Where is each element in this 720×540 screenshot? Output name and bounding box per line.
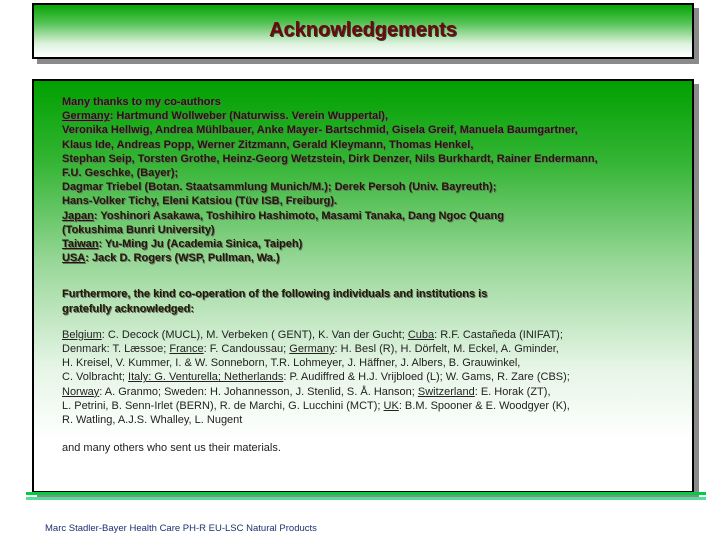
norway-label: Norway: [62, 385, 100, 398]
france-label: France: [169, 343, 204, 356]
coauthors-heading: Many thanks to my co-authors: [62, 96, 221, 108]
germany-text-1: : Hartmund Wollweber (Naturwiss. Verein Wuppertal),: [109, 110, 389, 123]
germany-label: Germany: [62, 110, 110, 123]
italy-netherlands-label: Italy: G. Venturella; Netherlands: [128, 371, 284, 384]
coop-line-6: [62, 399, 682, 413]
usa-label: USA: [62, 252, 86, 265]
taiwan-text: : Yu-Ming Ju (Academia Sinica, Taipeh): [98, 238, 303, 251]
coauthors-section: [62, 95, 682, 316]
switzerland-text: : E. Horak (ZT),: [474, 385, 551, 398]
cooperation-line-2: gratefully acknowledged:: [62, 302, 195, 315]
cooperation-list: [62, 328, 682, 456]
japan-text: : Yoshinori Asakawa, Toshihiro Hashimoto, Masami Tanaka, Dang Ngoc Quang: [93, 209, 504, 222]
title-banner: [32, 3, 694, 59]
japan-line: [62, 209, 682, 223]
netherlands-text: : P. Audiffred & H.J. Vrijbloed (L); W. Gams, R. Zare (CBS);: [283, 371, 570, 384]
norway-text: : A. Granmo; Sweden: H. Johannesson, J. Stenlid, S. Å. Hanson;: [99, 385, 418, 398]
belgium-text: : C. Decock (MUCL), M. Verbeken ( GENT), K. Van der Gucht;: [101, 328, 408, 341]
coop-line-7: R. Watling, A.J.S. Whalley, L. Nugent: [62, 414, 243, 427]
uk-text: : B.M. Spooner & E. Woodgyer (K),: [398, 399, 570, 412]
cooperation-line-1: Furthermore, the kind co-operation of the following individuals and institutions is: [62, 288, 488, 301]
usa-text: : Jack D. Rogers (WSP, Pullman, Wa.): [85, 252, 280, 265]
volbracht-text: C. Volbracht;: [62, 371, 129, 384]
germany-text-2: Veronika Hellwig, Andrea Mühlbauer, Anke Mayer- Bartschmid, Gisela Greif, Manuela Baumgartner,: [62, 124, 578, 137]
slide-title: Acknowledgements: [269, 19, 457, 41]
germany-text-6: Dagmar Triebel (Botan. Staatsammlung Munich/M.); Derek Persoh (Univ. Bayreuth);: [62, 181, 497, 194]
coop-line-4: [62, 370, 682, 384]
divider-line-bottom: [26, 497, 706, 500]
germany-text-7: Hans-Volker Tichy, Eleni Katsiou (Tüv ISB, Freiburg).: [62, 195, 338, 208]
coop-line-5: [62, 385, 682, 399]
japan-text-2: (Tokushima Bunri University): [62, 223, 215, 236]
content-panel: [32, 79, 694, 493]
acknowledgement-text: [62, 95, 682, 455]
germany-line: [62, 109, 682, 123]
germany-text-5: F.U. Geschke, (Bayer);: [62, 167, 179, 180]
usa-line: [62, 251, 682, 265]
taiwan-label: Taiwan: [62, 238, 99, 251]
germany2-label: Germany: [289, 343, 335, 356]
switzerland-label: Switzerland: [417, 385, 475, 398]
cuba-text: : R.F. Castañeda (INIFAT);: [434, 328, 563, 341]
coop-line-3: H. Kreisel, V. Kummer, I. & W. Sonneborn, T.R. Lohmeyer, J. Häffner, J. Albers, B. Grauwinkel,: [62, 357, 521, 370]
belgium-label: Belgium: [62, 328, 102, 341]
france-text: : F. Candoussau;: [203, 343, 290, 356]
cuba-label: Cuba: [407, 328, 435, 341]
germany-text-4: Stephan Seip, Torsten Grothe, Heinz-Georg Wetzstein, Dirk Denzer, Nils Burkhardt, Rainer Endermann,: [62, 152, 598, 165]
japan-label: Japan: [62, 209, 94, 222]
closing-line: and many others who sent us their materials.: [62, 442, 281, 455]
germany-text-3: Klaus Ide, Andreas Popp, Werner Zitzmann, Gerald Kleymann, Thomas Henkel,: [62, 138, 474, 151]
footer-text: Marc Stadler-Bayer Health Care PH-R EU-LSC Natural Products: [45, 523, 317, 534]
germany2-text: : H. Besl (R), H. Dörfelt, M. Eckel, A. Gminder,: [334, 343, 559, 356]
denmark-text: Denmark: T. Læssoe;: [62, 343, 170, 356]
line6-text: L. Petrini, B. Senn-Irlet (BERN), R. de Marchi, G. Lucchini (MCT);: [62, 399, 384, 412]
uk-label: UK: [383, 399, 399, 412]
divider-line-top: [26, 492, 706, 495]
taiwan-line: [62, 237, 682, 251]
coop-line-1: [62, 328, 682, 342]
coop-line-2: [62, 342, 682, 356]
